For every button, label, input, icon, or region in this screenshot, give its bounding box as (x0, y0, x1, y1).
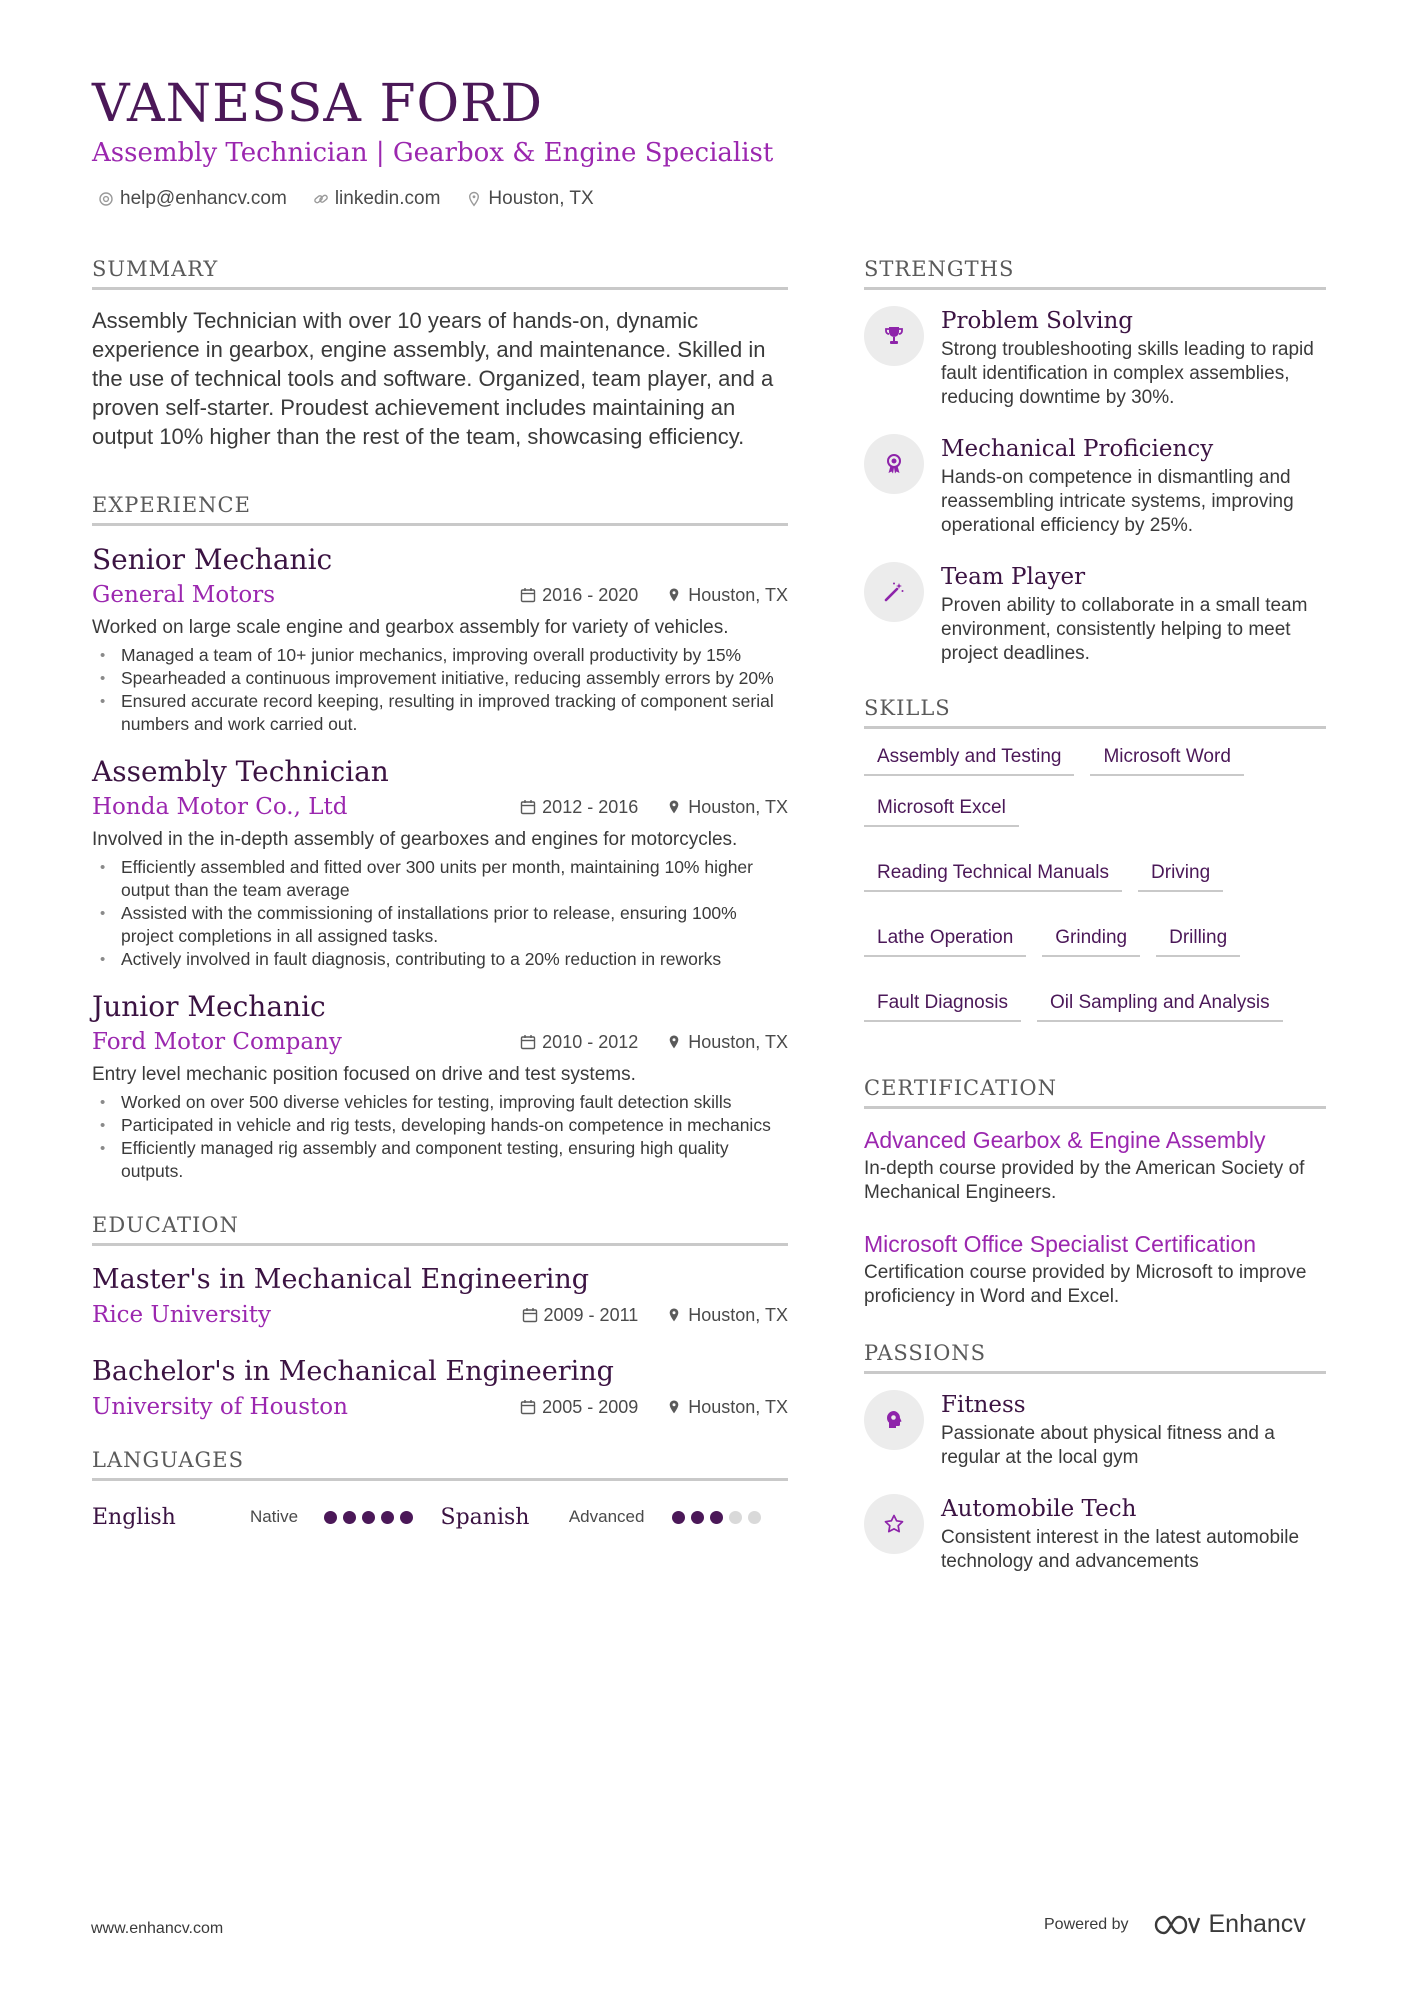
rating-dot-filled (672, 1511, 685, 1524)
brand-name: Enhancv (1208, 1910, 1306, 1938)
skill-tag: Reading Technical Manuals (864, 855, 1122, 892)
passion-text: Consistent interest in the latest automobile technology and advancements (941, 1527, 1300, 1572)
edu-dates (522, 1305, 639, 1326)
powered-by-label: Powered by (1044, 1915, 1129, 1933)
rating-dot-filled (400, 1511, 413, 1524)
rating-dot-filled (343, 1511, 356, 1524)
passions-heading: PASSIONS (864, 1339, 1326, 1374)
skill-tag: Microsoft Excel (864, 790, 1019, 827)
star-icon (882, 1512, 906, 1536)
job-dates (520, 585, 638, 606)
job-entry (92, 754, 788, 971)
company-name: Honda Motor Co., Ltd (92, 794, 348, 820)
certification-section (864, 1074, 1326, 1309)
location-pin-icon (466, 191, 482, 207)
contact-linkedin[interactable] (313, 188, 441, 210)
link-icon (313, 191, 329, 207)
school-name: University of Houston (92, 1394, 348, 1420)
language-rating (324, 1511, 441, 1524)
skill-tag: Lathe Operation (864, 920, 1026, 957)
skills-list (864, 739, 1334, 1022)
strength-text: Proven ability to collaborate in a small team environment, consistently helping to meet project deadlines. (941, 595, 1308, 664)
rating-dot-filled (710, 1511, 723, 1524)
degree: Bachelor's in Mechanical Engineering (92, 1356, 614, 1387)
edu-dates-text: 2005 - 2009 (542, 1396, 639, 1417)
enhancv-logo-icon (1153, 1912, 1201, 1938)
job-location-text: Houston, TX (688, 584, 788, 605)
job-bullets (92, 1091, 788, 1183)
strength-text: Strong troubleshooting skills leading to rapid fault identification in complex assemblies, reducing downtime by 30%. (941, 339, 1314, 408)
contact-linkedin-text: linkedin.com (334, 188, 441, 209)
education-section (92, 1211, 788, 1424)
contact-bar (98, 188, 594, 210)
passions-section (864, 1339, 1326, 1574)
languages-section (92, 1446, 788, 1537)
job-dates-text: 2012 - 2016 (542, 796, 639, 817)
job-location (666, 797, 788, 818)
education-entry (92, 1262, 788, 1332)
job-bullet: • Worked on over 500 diverse vehicles for testing, improving fault detection skills (92, 1091, 788, 1114)
passion-icon-badge (864, 1390, 924, 1450)
edu-location-text: Houston, TX (688, 1396, 788, 1417)
calendar-icon (520, 1399, 536, 1415)
rating-dot-empty (748, 1511, 761, 1524)
contact-location-text: Houston, TX (488, 188, 594, 209)
calendar-icon (520, 799, 536, 815)
rating-dot-empty (729, 1511, 742, 1524)
location-pin-icon (666, 1399, 682, 1415)
job-bullet: • Assisted with the commissioning of installations prior to release, ensuring 100% project completions in all assigned tasks. (92, 902, 788, 948)
languages-heading: LANGUAGES (92, 1446, 788, 1481)
rating-dot-filled (381, 1511, 394, 1524)
passion-icon-badge (864, 1494, 924, 1554)
footer-branding (1044, 1910, 1306, 1939)
languages-row (92, 1497, 788, 1537)
strength-title: Mechanical Proficiency (941, 436, 1214, 462)
language-level: Advanced (568, 1507, 645, 1526)
skill-tag: Oil Sampling and Analysis (1037, 985, 1283, 1022)
strengths-heading: STRENGTHS (864, 255, 1326, 290)
certification-heading: CERTIFICATION (864, 1074, 1326, 1109)
strength-title: Problem Solving (941, 308, 1133, 334)
contact-location (466, 188, 593, 210)
job-bullet: • Efficiently managed rig assembly and component testing, ensuring high quality outputs. (92, 1137, 788, 1183)
at-icon (98, 191, 114, 207)
strength-icon-badge (864, 434, 924, 494)
education-entry (92, 1354, 788, 1424)
job-title: Senior Mechanic (92, 543, 333, 576)
contact-email[interactable] (98, 188, 287, 210)
company-name: General Motors (92, 582, 276, 608)
location-pin-icon (666, 799, 682, 815)
job-bullet: • Efficiently assembled and fitted over 300 units per month, maintaining 10% higher output than the team average (92, 856, 788, 902)
job-location-text: Houston, TX (688, 796, 788, 817)
calendar-icon (520, 1034, 536, 1050)
passion-item (864, 1494, 1326, 1574)
rating-dot-filled (362, 1511, 375, 1524)
job-location (666, 1032, 788, 1053)
experience-heading: EXPERIENCE (92, 491, 788, 526)
brand-logo[interactable] (1153, 1910, 1306, 1939)
skills-section (864, 694, 1326, 1022)
certification-text: Certification course provided by Microsoft to improve proficiency in Word and Excel. (864, 1262, 1307, 1307)
skill-tag: Microsoft Word (1090, 739, 1243, 776)
job-dates-text: 2010 - 2012 (542, 1031, 639, 1052)
certification-text: In-depth course provided by the American Society of Mechanical Engineers. (864, 1158, 1305, 1203)
head-brain-icon (882, 1408, 906, 1432)
job-bullet: • Ensured accurate record keeping, resulting in improved tracking of component serial numbers and work carried out. (92, 690, 788, 736)
trophy-icon (882, 324, 906, 348)
skill-tag: Fault Diagnosis (864, 985, 1021, 1022)
certification-title: Microsoft Office Specialist Certification (864, 1231, 1256, 1257)
edu-location-text: Houston, TX (688, 1304, 788, 1325)
job-description: Involved in the in-depth assembly of gearboxes and engines for motorcycles. (92, 829, 738, 850)
job-bullet: • Actively involved in fault diagnosis, contributing to a 20% reduction in reworks (92, 948, 788, 971)
location-pin-icon (666, 587, 682, 603)
strength-item (864, 562, 1326, 666)
candidate-name: VANESSA FORD (92, 74, 544, 134)
strengths-section (864, 255, 1326, 666)
headline: Assembly Technician | Gearbox & Engine Specialist (92, 138, 774, 168)
job-bullet: • Managed a team of 10+ junior mechanics, improving overall productivity by 15% (92, 644, 788, 667)
school-name: Rice University (92, 1302, 272, 1328)
language-rating (672, 1511, 789, 1524)
location-pin-icon (666, 1034, 682, 1050)
strength-title: Team Player (941, 564, 1086, 590)
strength-icon-badge (864, 562, 924, 622)
edu-location (666, 1305, 788, 1326)
summary-section (92, 255, 788, 451)
edu-dates-text: 2009 - 2011 (543, 1304, 639, 1325)
job-bullet: • Participated in vehicle and rig tests, developing hands-on competence in mechanics (92, 1114, 788, 1137)
job-bullets (92, 856, 788, 971)
left-column (92, 255, 788, 1537)
summary-text: Assembly Technician with over 10 years of hands-on, dynamic experience in gearbox, engine assembly, and maintenance. Skilled in the use of technical tools and software. Organized, team player, and a proven self-starter. Proudest achievement includes maintaining an output 10% higher than the rest of the team, showcasing efficiency. (92, 308, 774, 449)
edu-location (666, 1397, 788, 1418)
passion-title: Fitness (941, 1392, 1026, 1418)
company-name: Ford Motor Company (92, 1029, 342, 1055)
skills-heading: SKILLS (864, 694, 1326, 729)
passion-title: Automobile Tech (941, 1496, 1137, 1522)
passion-text: Passionate about physical fitness and a regular at the local gym (941, 1423, 1275, 1468)
certification-item (864, 1229, 1326, 1309)
job-description: Entry level mechanic position focused on drive and test systems. (92, 1064, 636, 1085)
job-dates-text: 2016 - 2020 (542, 584, 639, 605)
strength-item (864, 434, 1326, 538)
skill-tag: Assembly and Testing (864, 739, 1074, 776)
job-dates (520, 1032, 638, 1053)
certification-title: Advanced Gearbox & Engine Assembly (864, 1127, 1266, 1153)
edu-dates (520, 1397, 638, 1418)
footer-website[interactable]: www.enhancv.com (91, 1920, 224, 1937)
language-name: Spanish (440, 1504, 530, 1530)
right-column (864, 255, 1326, 1598)
language-level: Native (249, 1507, 299, 1526)
job-dates (520, 797, 638, 818)
calendar-icon (520, 587, 536, 603)
strength-icon-badge (864, 306, 924, 366)
job-entry (92, 542, 788, 736)
experience-section (92, 491, 788, 1183)
education-heading: EDUCATION (92, 1211, 788, 1246)
skill-tag: Grinding (1042, 920, 1140, 957)
strength-text: Hands-on competence in dismantling and reassembling intricate systems, improving operational efficiency by 25%. (941, 467, 1294, 536)
passion-item (864, 1390, 1326, 1470)
certification-item (864, 1125, 1326, 1205)
job-title: Junior Mechanic (92, 990, 326, 1023)
job-location (666, 585, 788, 606)
degree: Master's in Mechanical Engineering (92, 1264, 590, 1295)
calendar-icon (522, 1307, 538, 1323)
job-bullets (92, 644, 788, 736)
contact-email-text: help@enhancv.com (120, 188, 287, 209)
magic-wand-icon (882, 580, 906, 604)
summary-heading: SUMMARY (92, 255, 788, 290)
skill-tag: Drilling (1156, 920, 1240, 957)
job-location-text: Houston, TX (688, 1031, 788, 1052)
strength-item (864, 306, 1326, 410)
job-description: Worked on large scale engine and gearbox assembly for variety of vehicles. (92, 617, 729, 638)
job-title: Assembly Technician (92, 755, 389, 788)
rating-dot-filled (324, 1511, 337, 1524)
job-bullet: • Spearheaded a continuous improvement initiative, reducing assembly errors by 20% (92, 667, 788, 690)
job-entry (92, 989, 788, 1183)
rating-dot-filled (691, 1511, 704, 1524)
location-pin-icon (666, 1307, 682, 1323)
award-ribbon-icon (882, 452, 906, 476)
language-name: English (92, 1504, 176, 1530)
skill-tag: Driving (1138, 855, 1223, 892)
